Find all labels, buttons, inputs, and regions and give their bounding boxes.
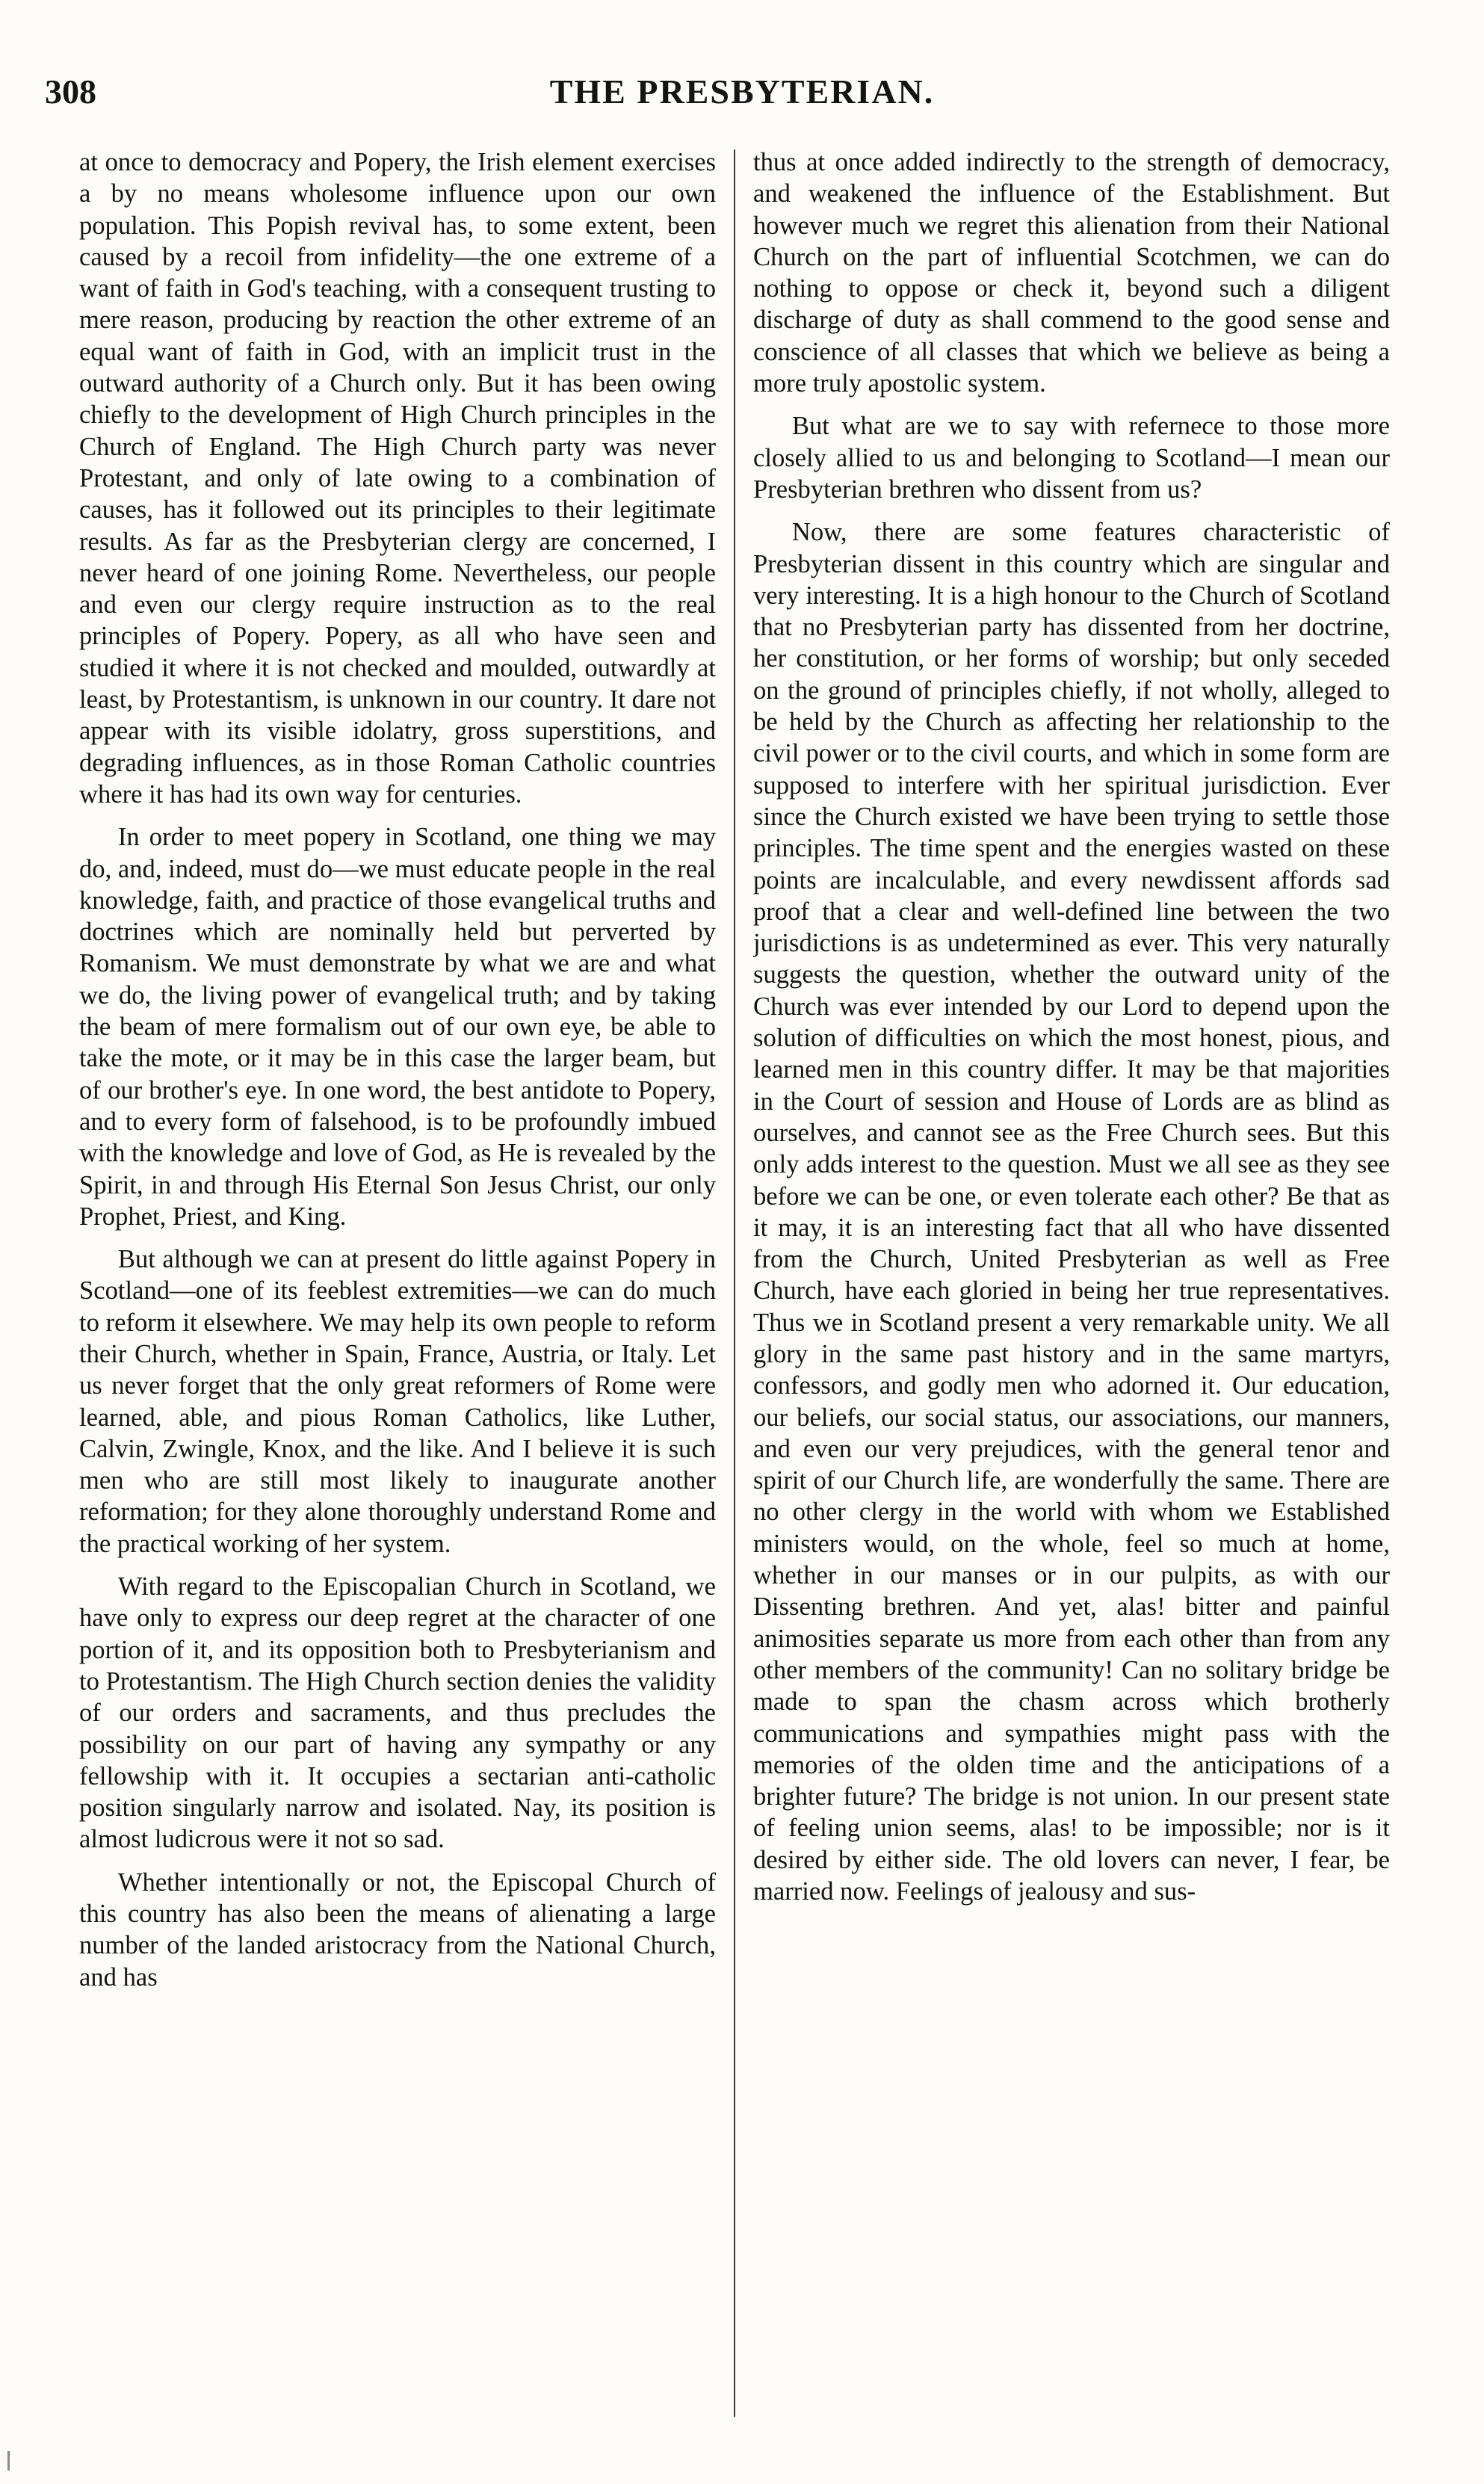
right-column bbox=[753, 146, 1390, 2418]
column-divider bbox=[734, 149, 735, 2417]
paragraph: Whether intentionally or not, the Episcopal Church of this country has also been the means of alienating a large number of the landed aristocracy from the National Church, and has bbox=[79, 1867, 716, 1992]
paragraph: Now, there are some features characteristic of Presbyterian dissent in this country which are singular and very interesting. It is a high honour to the Church of Scotland that no Presbyterian party has dissented from her doctrine, her constitution, or her forms of worship; but only seceded on the ground of principles chiefly, if not wholly, alleged to be held by the Church as affecting her relationship to the civil power or to the civil courts, and which in some form are supposed to interfere with her spiritual jurisdiction. Ever since the Church existed we have been trying to settle those principles. The time spent and the energies wasted on these points are incalculable, and every newdissent affords sad proof that a clear and well-defined line between the two jurisdictions is as undetermined as ever. This very naturally suggests the question, whether the outward unity of the Church was ever intended by our Lord to depend upon the solution of difficulties on which the most honest, pious, and learned men in this country differ. It may be that majorities in the Court of session and House of Lords are as blind as ourselves, and cannot see as the Free Church sees. But this only adds interest to the question. Must we all see as they see before we can be one, or even tolerate each other? Be that as it may, it is an interesting fact that all who have dissented from the Church, United Presbyterian as well as Free Church, have each gloried in being her true representatives. Thus we in Scotland present a very remarkable unity. We all glory in the same past history and in the same martyrs, confessors, and godly men who adorned it. Our education, our beliefs, our social status, our associations, our manners, and even our very prejudices, with the general tenor and spirit of our Church life, are wonderfully the same. There are no other clergy in the world with whom we Established ministers would, on the whole, feel so much at home, whether in our manses or in our pulpits, as with our Dissenting brethren. And yet, alas! bitter and painful animosities separate us more from each other than from any other members of the community! Can no solitary bridge be made to span the chasm across which brotherly communications and sympathies might pass with the memories of the olden time and the anticipations of a brighter future? The bridge is not union. In our present state of feeling union seems, alas! to be impossible; nor is it desired by either side. The old lovers can never, I fear, be married now. Feelings of jealousy and sus- bbox=[753, 518, 1390, 1906]
paragraph: But although we can at present do little against Popery in Scotland—one of its feeblest extremities—we can do much to reform it elsewhere. We may help its own people to reform their Church, whether in Spain, France, Austria, or Italy. Let us never forget that the only great reformers of Rome were learned, able, and pious Roman Catholics, like Luther, Calvin, Zwingle, Knox, and the like. And I believe it is such men who are still most likely to inaugurate another reformation; for they alone thoroughly understand Rome and the practical working of her system. bbox=[79, 1245, 716, 1558]
left-column bbox=[79, 146, 716, 2418]
scan-edge-mark bbox=[7, 2451, 10, 2471]
paragraph: at once to democracy and Popery, the Irish element exercises a by no means wholesome influence upon our own population. This Popish revival has, to some extent, been caused by a recoil from infidelity—the one extreme of a want of faith in God's teaching, with a consequent trusting to mere reason, producing by reaction the other extreme of an equal want of faith in God, with an implicit trust in the outward authority of a Church only. But it has been owing chiefly to the development of High Church principles in the Church of England. The High Church party was never Protestant, and only of late owing to a combination of causes, has it followed out its principles to their legitimate results. As far as the Presbyterian clergy are concerned, I never heard of one joining Rome. Nevertheless, our people and even our clergy require instruction as to the real principles of Popery. Popery, as all who have seen and studied it where it is not checked and moulded, outwardly at least, by Protestantism, is unknown in our country. It dare not appear with its visible idolatry, gross superstitions, and degrading influences, as in those Roman Catholic countries where it has had its own way for centuries. bbox=[79, 148, 716, 809]
page-number: 308 bbox=[45, 72, 96, 111]
paragraph: In order to meet popery in Scotland, one thing we may do, and, indeed, must do—we must educate people in the real knowledge, faith, and practice of those evangelical truths and doctrines which are nominally held but perverted by Romanism. We must demonstrate by what we are and what we do, the living power of evangelical truth; and by taking the beam of mere formalism out of our own eye, be able to take the mote, or it may be in this case the larger beam, but of our brother's eye. In one word, the best antidote to Popery, and to every form of falsehood, is to be profoundly imbued with the knowledge and love of God, as He is revealed by the Spirit, in and through His Eternal Son Jesus Christ, our only Prophet, Priest, and King. bbox=[79, 823, 716, 1231]
paragraph: But what are we to say with refernece to those more closely allied to us and belonging to Scotland—I mean our Presbyterian brethren who dissent from us? bbox=[753, 412, 1390, 504]
running-title: THE PRESBYTERIAN. bbox=[549, 72, 935, 111]
paragraph: With regard to the Episcopalian Church in Scotland, we have only to express our deep regret at the character of one portion of it, and its opposition both to Presbyterianism and to Protestantism. The High Church section denies the validity of our orders and sacraments, and thus precludes the possibility on our part of having any sympathy or any fellowship with it. It occupies a sectarian anti-catholic position singularly narrow and isolated. Nay, its position is almost ludicrous were it not so sad. bbox=[79, 1572, 716, 1854]
paragraph: thus at once added indirectly to the strength of democracy, and weakened the influence of the Establishment. But however much we regret this alienation from their National Church on the part of influential Scotchmen, we can do nothing to oppose or check it, beyond such a diligent discharge of duty as shall commend to the good sense and conscience of all classes that which we believe as being a more truly apostolic system. bbox=[753, 148, 1390, 398]
